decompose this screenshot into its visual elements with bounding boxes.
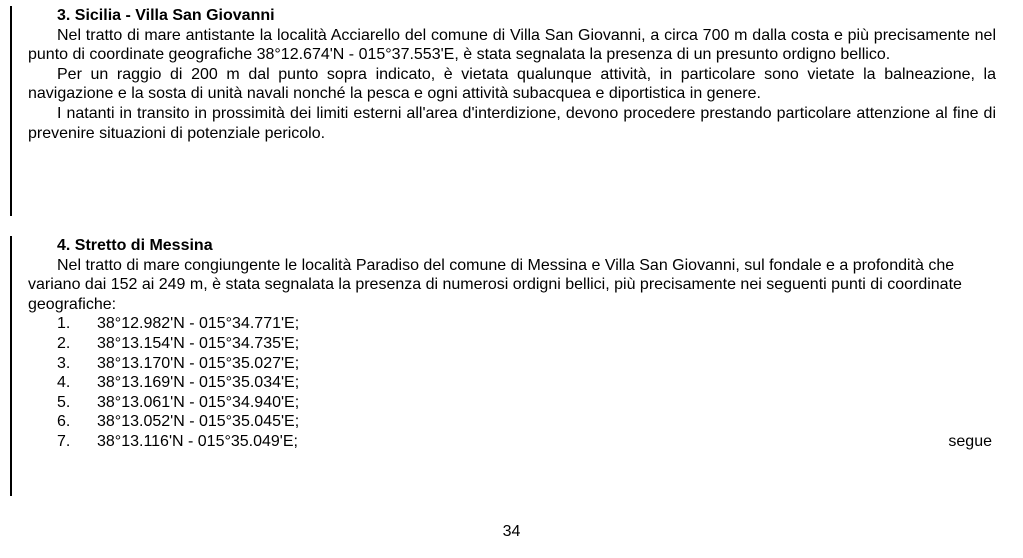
- coordinate-value: 38°12.982'N - 015°34.771'E;: [97, 315, 300, 333]
- coordinate-item: [28, 393, 996, 413]
- section-3-paragraph-2: Per un raggio di 200 m dal punto sopra indicato, è vietata qualunque attività, in particolare sono vietate la balneazione, la navigazione e la sosta di unità navali nonché la pesca e ogni attività subacquea e diportistica in genere.: [28, 65, 996, 103]
- coordinate-item: [28, 334, 996, 354]
- coordinate-number: 3.: [57, 354, 71, 372]
- section-4-paragraph: Nel tratto di mare congiungente le località Paradiso del comune di Messina e Villa San Giovanni, sul fondale e a profondità che variano dai 152 ai 249 m, è stata segnalata la presenza di numerosi ordigni bellici, più precisamente nei seguenti punti di coordinate geografiche:: [28, 256, 962, 313]
- coordinate-number: 5.: [57, 393, 71, 411]
- section-3-paragraph-1: Nel tratto di mare antistante la località Acciarello del comune di Villa San Giovanni, a circa 700 m dalla costa e più precisamente nel punto di coordinate geografiche 38°12.674'N - 015°37.553'E, è stata segnalata la presenza di un presunto ordigno bellico.: [28, 26, 996, 64]
- coordinate-value: 38°13.169'N - 015°35.034'E;: [97, 374, 300, 392]
- coordinate-number: 2.: [57, 334, 71, 352]
- section-3-heading: 3. Sicilia - Villa San Giovanni: [57, 7, 275, 24]
- coordinate-item: [28, 314, 996, 334]
- coordinate-item: [28, 432, 996, 452]
- section-sicilia-villa-san-giovanni: [28, 6, 996, 143]
- coordinate-value: 38°13.061'N - 015°34.940'E;: [97, 393, 300, 411]
- continuation-label: segue: [948, 432, 992, 450]
- coordinate-number: 1.: [57, 315, 71, 333]
- section-4-heading: 4. Stretto di Messina: [57, 237, 213, 254]
- coordinate-list: [28, 314, 996, 451]
- coordinate-value: 38°13.170'N - 015°35.027'E;: [97, 354, 300, 372]
- section-4-change-bar: [10, 236, 12, 496]
- coordinate-item: [28, 412, 996, 432]
- coordinate-number: 7.: [57, 432, 71, 450]
- page-number: 34: [502, 523, 521, 540]
- coordinate-item: [28, 373, 996, 393]
- coordinate-value: 38°13.116'N - 015°35.049'E;: [97, 432, 298, 450]
- section-stretto-di-messina: [28, 236, 996, 452]
- coordinate-value: 38°13.052'N - 015°35.045'E;: [97, 413, 300, 431]
- coordinate-number: 4.: [57, 374, 71, 392]
- coordinate-value: 38°13.154'N - 015°34.735'E;: [97, 334, 300, 352]
- section-3-paragraph-3: I natanti in transito in prossimità dei limiti esterni all'area d'interdizione, devono procedere prestando particolare attenzione al fine di prevenire situazioni di potenziale pericolo.: [28, 104, 996, 142]
- section-3-change-bar: [10, 6, 12, 216]
- coordinate-number: 6.: [57, 413, 71, 431]
- coordinate-item: [28, 354, 996, 374]
